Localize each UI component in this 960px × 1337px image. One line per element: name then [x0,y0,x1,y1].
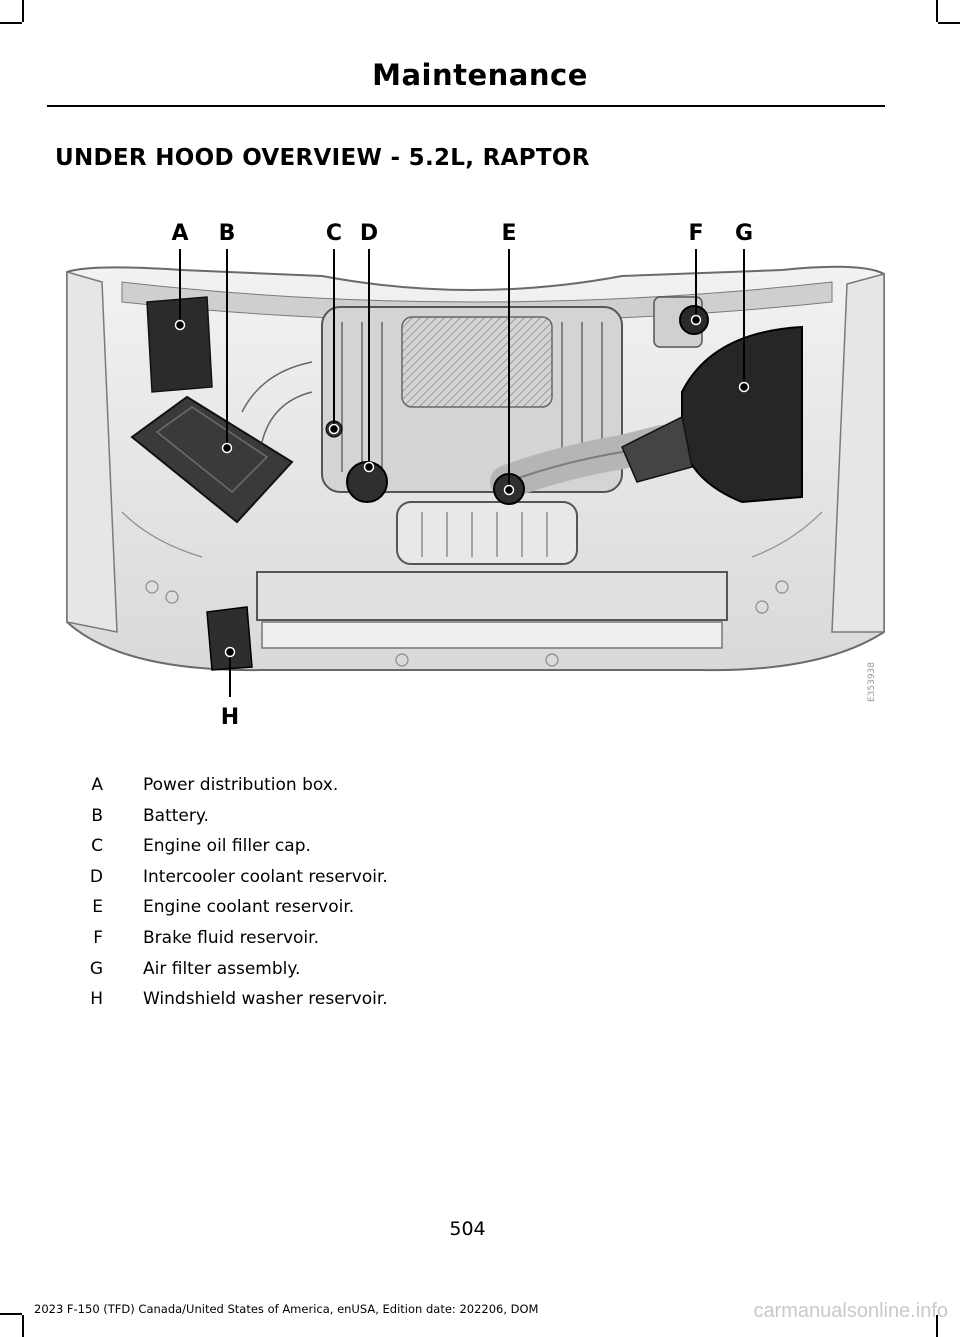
engine-bay-illustration [62,212,888,732]
engine-bay-figure [62,212,888,732]
callout-b: B [218,221,236,246]
crop-mark [936,0,938,22]
page-number: 504 [449,1218,486,1240]
callout-h: H [220,705,240,730]
edition-footer: 2023 F-150 (TFD) Canada/United States of America, enUSA, Edition date: 202206, DOM [34,1302,539,1316]
legend-key: C [91,836,103,857]
crop-mark [22,0,24,22]
callout-d: D [359,221,379,246]
legend-row [60,928,760,959]
legend-text: Brake fluid reservoir. [143,927,319,948]
callout-c: C [325,221,343,246]
figure-id: E353938 [867,662,877,703]
legend-text: Power distribution box. [143,775,339,795]
callout-e: E [501,221,517,246]
crop-mark [22,1315,24,1337]
legend-row [60,959,760,990]
radiator-support [257,572,727,620]
callout-a: A [171,221,189,246]
legend-text: Battery. [143,805,209,826]
site-watermark: carmanualsonline.info [753,1300,948,1322]
legend-row [60,806,760,837]
legend [60,775,760,1020]
header-rule [47,105,885,107]
legend-row [60,836,760,867]
legend-row [60,775,760,806]
legend-text: Engine oil filler cap. [143,836,311,857]
callout-g: G [734,221,754,246]
legend-key: B [91,805,103,826]
legend-text: Engine coolant reservoir. [143,897,355,918]
legend-key: G [89,958,103,979]
callout-f: F [688,221,704,246]
legend-text: Windshield washer reservoir. [143,989,388,1010]
legend-key: H [90,989,103,1010]
page-title: UNDER HOOD OVERVIEW - 5.2L, RAPTOR [55,145,590,171]
crop-mark [938,22,960,24]
legend-text: Intercooler coolant reservoir. [143,866,388,887]
legend-row [60,897,760,928]
legend-text: Air filter assembly. [143,958,301,979]
intake-manifold [402,317,552,407]
section-header: Maintenance [372,58,588,92]
legend-key: E [92,897,103,918]
crop-mark [0,1313,22,1315]
legend-row [60,989,760,1020]
legend-key: D [89,866,103,887]
crop-mark [0,22,22,24]
legend-row [60,867,760,898]
legend-key: F [93,927,103,948]
coolant-tank [397,502,577,564]
legend-key: A [91,775,103,795]
